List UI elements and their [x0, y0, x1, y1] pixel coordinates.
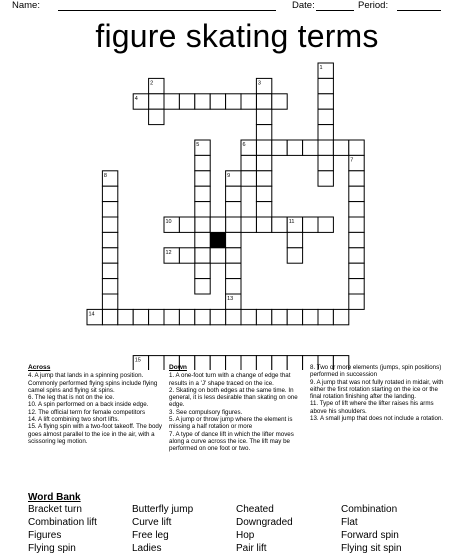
word-bank-item: Downgraded [236, 517, 293, 528]
grid-cell[interactable] [102, 263, 117, 278]
grid-cell[interactable] [272, 217, 287, 232]
across-clue: 15. A flying spin with a two-foot takeoff. The body goes almost parallel to the ice in the air, with a scissoring leg motion. [28, 423, 162, 445]
down-clue: 13. A small jump that does not include a rotation. [310, 415, 444, 423]
grid-cell[interactable] [226, 186, 241, 201]
grid-cell[interactable] [226, 309, 241, 324]
word-bank-item: Figures [28, 530, 62, 541]
down-clue: 2. Skating on both edges at the same time. In general, it is less desirable than skating on one edge. [169, 386, 298, 409]
word-bank-item: Bracket turn [28, 504, 82, 515]
grid-cell[interactable] [303, 309, 318, 324]
clue-number: 13 [227, 296, 234, 302]
grid-cell[interactable] [241, 155, 256, 170]
grid-cell[interactable] [318, 155, 333, 170]
grid-cell[interactable] [102, 186, 117, 201]
grid-cell[interactable] [195, 232, 210, 247]
grid-cell[interactable] [349, 248, 364, 263]
grid-cell[interactable] [179, 248, 194, 263]
word-bank-item: Forward spin [341, 530, 399, 541]
down-heading: Down [169, 364, 187, 371]
grid-cell[interactable] [241, 217, 256, 232]
grid-cell[interactable] [256, 202, 271, 217]
grid-cell[interactable] [349, 186, 364, 201]
grid-cell[interactable] [102, 232, 117, 247]
word-bank-item: Combination lift [28, 517, 97, 528]
grid-cell[interactable] [226, 202, 241, 217]
grid-cell[interactable] [272, 309, 287, 324]
down-clue: 9. A jump that was not fully rotated in midair, with either the first rotation starting on the ice or the final rotation finishing after the landing. [310, 378, 444, 401]
grid-cell[interactable] [318, 309, 333, 324]
grid-cell[interactable] [195, 248, 210, 263]
clue-number: 4 [134, 95, 138, 102]
grid-cell[interactable] [241, 94, 256, 109]
across-clues [28, 364, 164, 445]
word-bank-item: Free leg [132, 530, 169, 541]
grid-cell[interactable] [241, 171, 256, 186]
grid-cell[interactable] [349, 202, 364, 217]
clue-number: 11 [288, 219, 295, 225]
grid-cell[interactable] [256, 125, 271, 140]
period-label: Period: [358, 0, 389, 11]
clue-number: 8 [103, 172, 107, 179]
across-heading: Across [28, 364, 51, 371]
grid-cell[interactable] [102, 294, 117, 309]
grid-cell[interactable] [256, 171, 271, 186]
grid-cell[interactable] [102, 202, 117, 217]
word-bank-item: Flying sit spin [341, 543, 402, 554]
grid-cell[interactable] [349, 294, 364, 309]
grid-cell[interactable] [287, 140, 302, 155]
grid-cell[interactable] [102, 248, 117, 263]
clue-number: 15 [134, 357, 141, 364]
grid-cell[interactable] [256, 140, 271, 155]
word-bank-item: Flat [341, 517, 358, 528]
grid-cell[interactable] [256, 217, 271, 232]
grid-cell[interactable] [272, 140, 287, 155]
grid-cell[interactable] [149, 309, 164, 324]
grid-cell[interactable] [272, 94, 287, 109]
down-clues [169, 364, 305, 453]
date-label: Date: [292, 0, 315, 11]
grid-cell[interactable] [256, 309, 271, 324]
grid-cell[interactable] [287, 309, 302, 324]
grid-cell[interactable] [287, 248, 302, 263]
across-clue: 6. The leg that is not on the ice. [28, 394, 115, 402]
clue-number: 3 [257, 80, 261, 87]
grid-cell[interactable] [149, 109, 164, 124]
across-clue: 12. The official term for female competitors [28, 408, 146, 416]
grid-cell[interactable] [349, 140, 364, 155]
grid-cell[interactable] [195, 309, 210, 324]
across-clue: 14. A lift combining two short lifts. [28, 416, 120, 424]
clue-number: 6 [242, 142, 246, 148]
grid-cell[interactable] [226, 248, 241, 263]
clue-number: 7 [350, 157, 354, 164]
down-clue: 3. See compulsory figures. [169, 408, 243, 416]
grid-cell[interactable] [256, 155, 271, 170]
grid-cell[interactable] [210, 94, 225, 109]
grid-black-cell [210, 232, 225, 247]
grid-cell[interactable] [226, 279, 241, 294]
clue-number: 14 [88, 311, 95, 318]
grid-cell[interactable] [303, 217, 318, 232]
clue-number: 2 [150, 80, 154, 87]
grid-cell[interactable] [195, 171, 210, 186]
clue-number: 10 [165, 219, 172, 225]
word-bank-item: Flying spin [28, 543, 76, 554]
grid-cell[interactable] [118, 309, 133, 324]
down-clue: 1. A one-foot turn with a change of edge that results in a 'J' shape traced on the ice. [169, 372, 291, 387]
clue-number: 1 [319, 65, 323, 71]
grid-cell[interactable] [318, 217, 333, 232]
grid-cell[interactable] [333, 140, 348, 155]
grid-cell[interactable] [210, 217, 225, 232]
grid-cell[interactable] [133, 309, 148, 324]
word-bank-item: Hop [236, 530, 255, 541]
grid-cell[interactable] [349, 279, 364, 294]
grid-cell[interactable] [256, 186, 271, 201]
grid-cell[interactable] [349, 217, 364, 232]
grid-cell[interactable] [195, 202, 210, 217]
grid-cell[interactable] [318, 94, 333, 109]
grid-cell[interactable] [195, 94, 210, 109]
clue-number: 9 [227, 172, 231, 179]
across-clue: 4. A jump that lands in a spinning position. Commonly performed flying spins include flying camel spins and flying sit spins. [28, 372, 158, 394]
grid-cell[interactable] [241, 309, 256, 324]
grid-cell[interactable] [226, 232, 241, 247]
name-label: Name: [12, 0, 40, 11]
across-clue: 10. A spin performed on a back inside edge. [28, 401, 149, 409]
word-bank-item: Cheated [236, 504, 274, 515]
word-bank-title: Word Bank [28, 492, 81, 503]
grid-cell[interactable] [210, 248, 225, 263]
down-clue: 7. A type of dance lift in which the lifter moves along a curve across the ice. The lift may be performed on one foot or two. [169, 430, 294, 453]
grid-cell[interactable] [349, 232, 364, 247]
grid-cell[interactable] [333, 309, 348, 324]
grid-cell[interactable] [195, 217, 210, 232]
grid-cell[interactable] [102, 279, 117, 294]
word-bank-item: Combination [341, 504, 398, 515]
grid-cell[interactable] [195, 186, 210, 201]
down-clue: 8. Two or more elements (jumps, spin positions) performed in succession [310, 364, 442, 379]
grid-cell[interactable] [226, 94, 241, 109]
word-bank-item: Pair lift [236, 543, 267, 554]
down-clue: 11. Type of lift where the lifter raises his arms above his shoulders. [310, 400, 434, 415]
grid-cell[interactable] [318, 109, 333, 124]
grid-cell[interactable] [318, 78, 333, 93]
grid-cell[interactable] [149, 94, 164, 109]
grid-cell[interactable] [256, 109, 271, 124]
word-bank [28, 504, 468, 556]
down-clue: 5. A jump or throw jump where the element is missing a half rotation or more [169, 416, 293, 431]
word-bank-item: Ladies [132, 543, 162, 554]
grid-cell[interactable] [210, 309, 225, 324]
grid-cell[interactable] [195, 155, 210, 170]
grid-cell[interactable] [287, 232, 302, 247]
word-bank-item: Butterfly jump [132, 504, 194, 515]
grid-cell[interactable] [318, 125, 333, 140]
grid-cell[interactable] [102, 217, 117, 232]
grid-cell[interactable] [164, 94, 179, 109]
grid-cell[interactable] [226, 217, 241, 232]
grid-cell[interactable] [226, 263, 241, 278]
grid-cell[interactable] [195, 279, 210, 294]
grid-cell[interactable] [349, 171, 364, 186]
grid-cell[interactable] [303, 140, 318, 155]
grid-cell[interactable] [179, 309, 194, 324]
down-clues-continued [310, 364, 450, 422]
grid-cell[interactable] [195, 263, 210, 278]
grid-cell[interactable] [349, 263, 364, 278]
grid-cell[interactable] [102, 309, 117, 324]
grid-cell[interactable] [179, 217, 194, 232]
grid-cell[interactable] [256, 94, 271, 109]
grid-cell[interactable] [318, 140, 333, 155]
grid-cell[interactable] [164, 309, 179, 324]
grid-cell[interactable] [318, 171, 333, 186]
clue-number: 5 [196, 142, 200, 148]
word-bank-item: Curve lift [132, 517, 172, 528]
clue-number: 12 [165, 249, 172, 256]
page-title: figure skating terms [95, 18, 379, 54]
grid-cell[interactable] [179, 94, 194, 109]
